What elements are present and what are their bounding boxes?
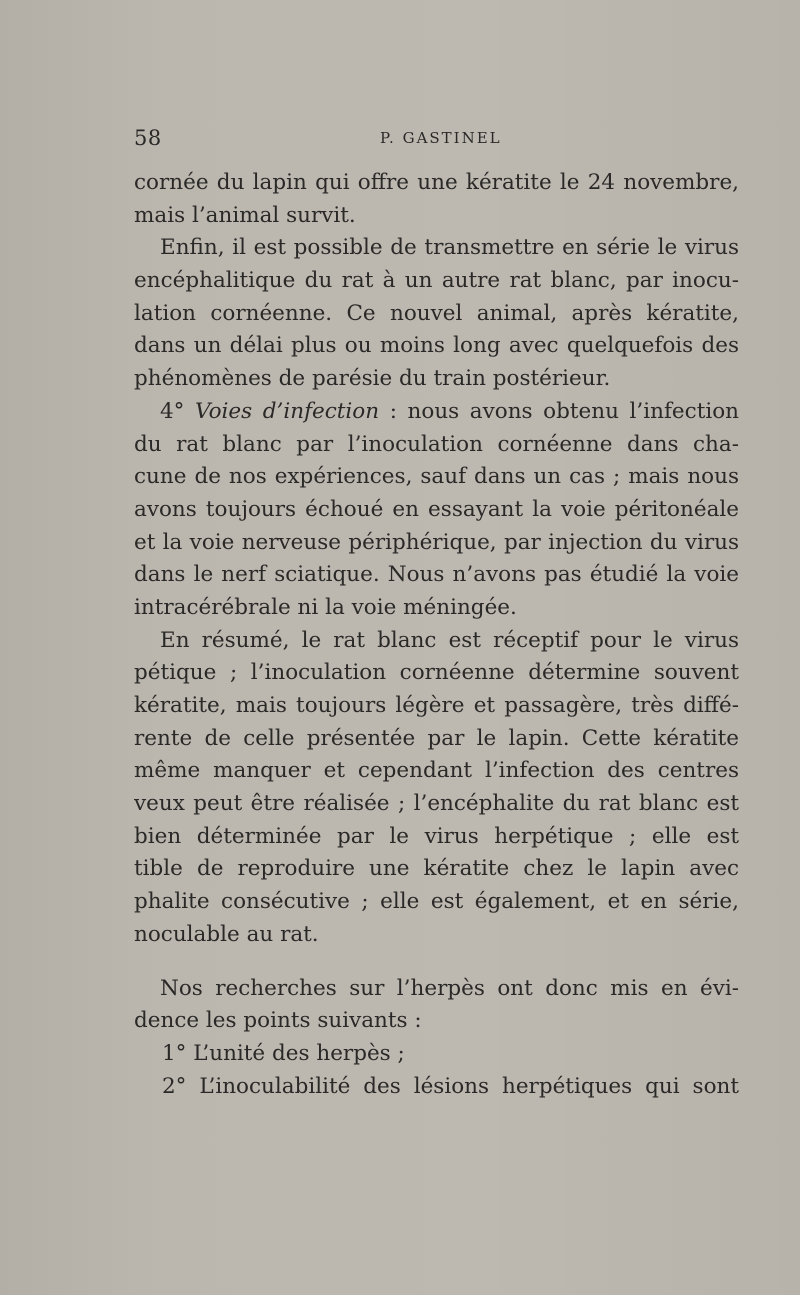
- text-line: dans le nerf sciatique. Nous n’avons pas étudié la voie: [134, 562, 739, 588]
- text-line: Nos recherches sur l’herpès ont donc mis en évi-: [160, 975, 739, 1001]
- text-line: avons toujours échoué en essayant la voie péritonéale: [134, 496, 739, 522]
- section-title: Voies d’infection: [195, 398, 380, 424]
- list-item: 2° L’inoculabilité des lésions herpétiques qui sont: [162, 1073, 739, 1099]
- text-line: rente de celle présentée par le lapin. Cette kératite: [134, 725, 739, 751]
- text-line: kératite, mais toujours légère et passagère, très diffé-: [134, 693, 739, 718]
- paragraph-gap: [134, 952, 739, 973]
- text-line: lation cornéenne. Ce nouvel animal, après kératite,: [134, 300, 739, 326]
- section-number: 4°: [160, 398, 196, 424]
- list-item: 1° L’unité des herpès ;: [162, 1040, 405, 1066]
- text-line: cune de nos expériences, sauf dans un cas ; mais nous: [134, 464, 739, 490]
- text-line: du rat blanc par l’inoculation cornéenne dans cha-: [134, 431, 739, 457]
- text-line: même manquer et cependant l’infection des centres: [134, 758, 739, 784]
- running-head: P. GASTINEL: [380, 129, 502, 147]
- text-line: bien déterminée par le virus herpétique ; elle est: [134, 823, 739, 849]
- text-line: tible de reproduire une kératite chez le lapin avec: [134, 856, 739, 882]
- text-line: pétique ; l’inoculation cornéenne détermine souvent: [134, 660, 739, 686]
- text-line: Enfin, il est possible de transmettre en série le virus: [160, 235, 739, 261]
- text-line: intracérébrale ni la voie méningée.: [134, 594, 517, 620]
- text-line: veux peut être réalisée ; l’encéphalite du rat blanc est: [134, 791, 739, 817]
- text-line: et la voie nerveuse périphérique, par injection du virus: [134, 529, 739, 555]
- page-header: [134, 126, 734, 152]
- text-line: encéphalitique du rat à un autre rat blanc, par inocu-: [134, 268, 739, 294]
- text-line: dence les points suivants :: [134, 1008, 422, 1034]
- page-number: 58: [134, 126, 162, 150]
- text-line: phénomènes de parésie du train postérieur.: [134, 366, 611, 392]
- text-line: phalite consécutive ; elle est également, et en série,: [134, 889, 739, 915]
- text-line: noculable au rat.: [134, 921, 319, 947]
- section-text: : nous avons obtenu l’infection: [379, 398, 739, 424]
- text-line: mais l’animal survit.: [134, 202, 356, 228]
- text-line: cornée du lapin qui offre une kératite le 24 novembre,: [134, 170, 739, 195]
- body-text: [134, 167, 739, 1103]
- text-line: En résumé, le rat blanc est réceptif pour le virus: [160, 627, 739, 653]
- text-line: dans un délai plus ou moins long avec quelquefois des: [134, 333, 739, 359]
- text-line: [134, 396, 739, 429]
